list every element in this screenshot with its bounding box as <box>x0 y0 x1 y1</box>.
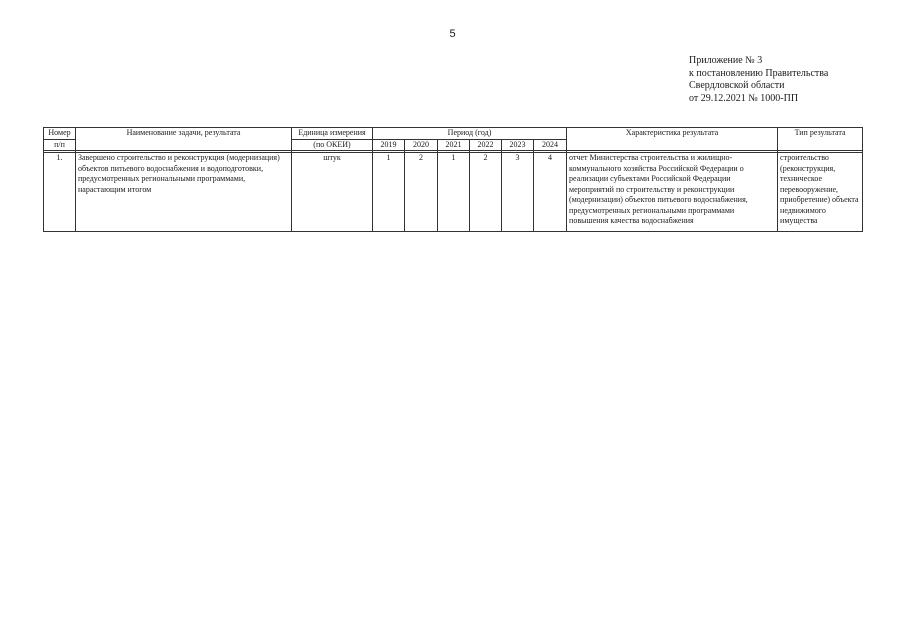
appendix-title: Приложение № 3 <box>689 55 763 66</box>
cell-value-2022: 2 <box>470 153 502 232</box>
header-task-name: Наименование задачи, результата <box>76 128 292 151</box>
header-period: Период (год) <box>373 128 567 140</box>
header-unit-sub: (по ОКЕИ) <box>292 139 373 151</box>
appendix-region-line: Свердловской области <box>689 80 785 91</box>
table-row <box>44 153 863 232</box>
cell-unit: штук <box>292 153 373 232</box>
cell-number: 1. <box>44 153 76 232</box>
header-unit: Единица измерения <box>292 128 373 140</box>
cell-characteristic: отчет Министерства строительства и жилищно-коммунального хозяйства Российской Федерации о реализации субъектами Российской Федерации мероприятий по строительству и реконструкции (модернизации) объектов питьевого водоснабжения, предусмотренных региональными программами повышения качества водоснабжения <box>567 153 778 232</box>
cell-value-2023: 3 <box>502 153 534 232</box>
results-table <box>43 127 863 232</box>
cell-result-type: строительство (реконструкция, техническое перевооружение, приобретение) объекта недвижимого имущества <box>778 153 863 232</box>
header-year-2021: 2021 <box>438 139 470 151</box>
header-number: Номер <box>44 128 76 140</box>
header-year-2019: 2019 <box>373 139 405 151</box>
appendix-resolution-line: к постановлению Правительства <box>689 67 829 79</box>
appendix-header <box>689 55 828 105</box>
header-characteristic: Характеристика результата <box>567 128 778 151</box>
cell-task-name: Завершено строительство и реконструкция (модернизация) объектов питьевого водоснабжения и водоподготовки, предусмотренных региональными программами, нарастающим итогом <box>76 153 292 232</box>
appendix-date-line: от 29.12.2021 № 1000-ПП <box>689 92 799 104</box>
header-year-2020: 2020 <box>405 139 438 151</box>
cell-value-2021: 1 <box>438 153 470 232</box>
header-year-2024: 2024 <box>534 139 567 151</box>
header-year-2023: 2023 <box>502 139 534 151</box>
cell-value-2019: 1 <box>373 153 405 232</box>
header-number-sub: п/п <box>44 139 76 151</box>
cell-value-2024: 4 <box>534 153 567 232</box>
header-year-2022: 2022 <box>470 139 502 151</box>
cell-value-2020: 2 <box>405 153 438 232</box>
header-result-type: Тип результата <box>778 128 863 151</box>
page-number: 5 <box>449 28 456 40</box>
